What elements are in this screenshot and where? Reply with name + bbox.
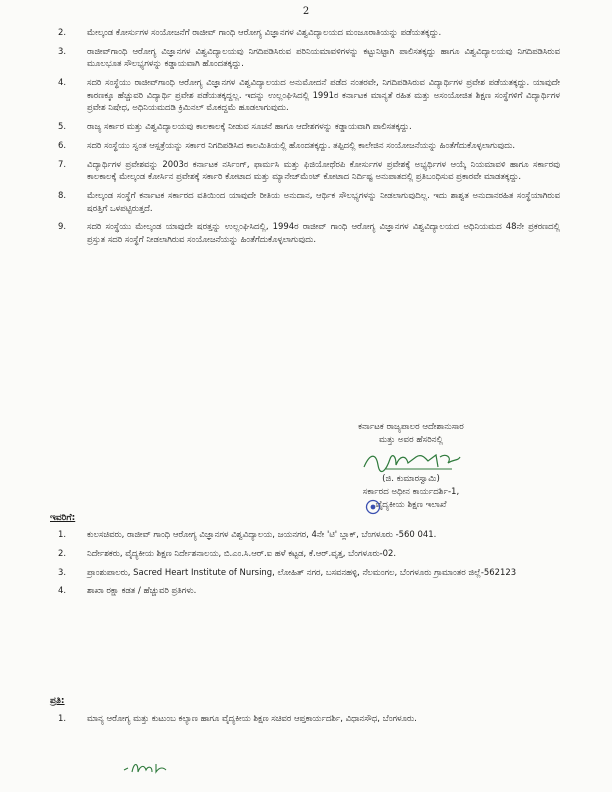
condition-item bbox=[58, 189, 560, 214]
item-number: 1. bbox=[58, 529, 67, 539]
condition-item bbox=[58, 45, 560, 70]
recipient-item bbox=[58, 528, 560, 541]
authority-line: ಕರ್ನಾಟಕ ರಾಜ್ಯಪಾಲರ ಆದೇಶಾನುಸಾರ bbox=[358, 422, 464, 432]
recipients-label: ಇವರಿಗೆ: bbox=[50, 513, 76, 523]
condition-item bbox=[58, 26, 560, 39]
recipient-item bbox=[58, 566, 560, 579]
item-number: 8. bbox=[58, 190, 67, 201]
condition-item bbox=[58, 76, 560, 114]
handwritten-signature bbox=[356, 449, 466, 473]
seal-icon bbox=[365, 499, 381, 515]
item-text: ಸದರಿ ಸಂಸ್ಥೆಯು ರಾಜೀವ್‌ಗಾಂಧಿ ಆರೋಗ್ಯ ವಿಜ್ಞಾನಗಳ ವಿಶ್ವವಿದ್ಯಾಲಯದ ಅನುಮೋದನೆ ಪಡೆದ ನಂತರವೇ, ನಿಗದಿಪಡಿಸಿರುವ ವಿದ್ಯಾರ್ಥಿಗಳ ಪ್ರವೇಶ ಪಡೆಯತಕ್ಕದ್ದು. ಯಾವುದೇ ಕಾರಣಕ್ಕೂ ಹೆಚ್ಚುವರಿ ವಿದ್ಯಾರ್ಥಿ ಪ್ರವೇಶ ಪಡೆಯತಕ್ಕದ್ದಲ್ಲ. ಇದನ್ನು ಉಲ್ಲಂಘಿಸಿದಲ್ಲಿ 1991ರ ಕರ್ನಾಟಕ ಮಾನ್ಯತೆ ರಹಿತ ಮತ್ತು ಅಸಂಯೋಜಿತ ಶಿಕ್ಷಣ ಸಂಸ್ಥೆಗಳಿಗೆ ವಿದ್ಯಾರ್ಥಿಗಳ ಪ್ರವೇಶ ನಿಷೇಧ, ಅಧಿನಿಯಮದಡಿ ಕ್ರಿಮಿನಲ್ ಮೊಕದ್ದಮೆ ಹೂಡಲಾಗುವುದು. bbox=[87, 77, 560, 113]
copy-item bbox=[58, 712, 560, 725]
condition-item bbox=[58, 139, 560, 152]
item-text: ಸದರಿ ಸಂಸ್ಥೆಯು ಸ್ವಂತ ಆಸ್ಪತ್ರೆಯನ್ನು ಸರ್ಕಾರ ನಿಗದಿಪಡಿಸಿದ ಕಾಲಮಿತಿಯಲ್ಲಿ ಹೊಂದತಕ್ಕದ್ದು. ತಪ್ಪಿದಲ್ಲಿ ಕಾಲೇಜಿನ ಸಂಯೋಜನೆಯನ್ನು ಹಿಂತೆಗೆದುಕೊಳ್ಳಲಾಗುವುದು. bbox=[87, 139, 516, 150]
item-text: ರಾಜೀವ್‌ಗಾಂಧಿ ಆರೋಗ್ಯ ವಿಜ್ಞಾನಗಳ ವಿಶ್ವವಿದ್ಯಾಲಯವು ನಿಗದಿಪಡಿಸಿರುವ ಪರಿನಿಯಮಾವಳಿಗಳನ್ನು ಕಟ್ಟುನಿಟ್ಟಾಗಿ ಪಾಲಿಸತಕ್ಕದ್ದು ಹಾಗೂ ವಿಶ್ವವಿದ್ಯಾಲಯವು ನಿಗದಿಪಡಿಸಿರುವ ಮೂಲಭೂತ ಸೌಲಭ್ಯಗಳನ್ನು ಕಡ್ಡಾಯವಾಗಿ ಹೊಂದತಕ್ಕದ್ದು. bbox=[87, 45, 560, 69]
item-number: 2. bbox=[58, 547, 67, 558]
recipient-item bbox=[58, 584, 560, 597]
item-number: 6. bbox=[58, 139, 67, 150]
item-number: 1. bbox=[58, 713, 67, 723]
signatory-designation: ಸರ್ಕಾರದ ಅಧೀನ ಕಾರ್ಯದರ್ಶಿ-1, bbox=[362, 487, 460, 497]
item-text: ವಿದ್ಯಾರ್ಥಿಗಳ ಪ್ರವೇಶವನ್ನು 2003ರ ಕರ್ನಾಟಕ ನರ್ಸಿಂಗ್, ಫಾರ್ಮಸಿ ಮತ್ತು ಫಿಜಿಯೋಥೆರಪಿ ಕೋರ್ಸುಗಳ ಪ್ರವೇಶಕ್ಕೆ ಅಭ್ಯರ್ಥಿಗಳ ಆಯ್ಕೆ ನಿಯಮಾವಳಿ ಹಾಗೂ ಸರ್ಕಾರವು ಕಾಲಕಾಲಕ್ಕೆ ಮೇಲ್ಕಂಡ ಕೋರ್ಸಿನ ಪ್ರವೇಶಕ್ಕೆ ಸರ್ಕಾರಿ ಕೋಟಾದ ಮತ್ತು ಮ್ಯಾನೇಜ್‌ಮೆಂಟ್ ಕೋಟಾದ ನಿರ್ದಿಷ್ಟ ಅನುಪಾತದಲ್ಲಿ ಪ್ರತಿಬಂಧಿಸುವ ಪ್ರಕಾರವೇ ಮಾಡತಕ್ಕದ್ದು. bbox=[87, 158, 560, 182]
item-number: 5. bbox=[58, 121, 67, 132]
item-text: ಮಾನ್ಯ ಆರೋಗ್ಯ ಮತ್ತು ಕುಟುಂಬ ಕಲ್ಯಾಣ ಹಾಗೂ ವೈದ್ಯಕೀಯ ಶಿಕ್ಷಣ ಸಚಿವರ ಆಪ್ತಕಾರ್ಯದರ್ಶಿ, ವಿಧಾನಸೌಧ, ಬೆಂಗಳೂರು. bbox=[87, 713, 417, 723]
conditions-list bbox=[58, 26, 560, 252]
item-number: 4. bbox=[58, 77, 67, 88]
condition-item bbox=[58, 158, 560, 183]
item-number: 9. bbox=[58, 221, 67, 232]
item-number: 2. bbox=[58, 27, 67, 37]
item-number: 3. bbox=[58, 45, 67, 56]
authority-line-2: ಮತ್ತು ಅವರ ಹೆಸರಿನಲ್ಲಿ bbox=[378, 435, 444, 445]
item-text: ಮೇಲ್ಕಂಡ ಸಂಸ್ಥೆಗೆ ಕರ್ನಾಟಕ ಸರ್ಕಾರದ ವತಿಯಿಂದ ಯಾವುದೇ ರೀತಿಯ ಅನುದಾನ, ಆರ್ಥಿಕ ಸೌಲಭ್ಯಗಳನ್ನು ನೀಡಲಾಗುವುದಿಲ್ಲ. ಇದು ಶಾಶ್ವತ ಅನುದಾನರಹಿತ ಸಂಸ್ಥೆಯಾಗಿರುವ ಷರತ್ತಿಗೆ ಒಳಪಟ್ಟಿರುತ್ತದೆ. bbox=[87, 190, 560, 213]
signatory-name: (ಜಿ. ಕುಮಾರಸ್ವಾಮಿ) bbox=[382, 474, 440, 484]
item-number: 4. bbox=[58, 585, 67, 596]
item-number: 3. bbox=[58, 566, 67, 577]
condition-item bbox=[58, 220, 560, 245]
item-text: ಪ್ರಾಂಶುಪಾಲರು, Sacred Heart Institute of Nursing, ಲೋಹಿತ್ ನಗರ, ಬಸವನಹಳ್ಳಿ, ನೆಲಮಂಗಲ, ಬೆಂಗಳೂರು ಗ್ರಾಮಾಂತರ ಜಿಲ್ಲೆ-562123 bbox=[87, 566, 517, 577]
item-text: ನಿರ್ದೇಶಕರು, ವೈದ್ಯಕೀಯ ಶಿಕ್ಷಣ ನಿರ್ದೇಶನಾಲಯ, ಬಿ.ಎಂ.ಸಿ.ಆರ್.ಐ ಹಳೆ ಕಟ್ಟಡ, ಕೆ.ಆರ್.ವೃತ್ತ, ಬೆಂಗಳೂರು-02. bbox=[87, 547, 397, 558]
recipient-item bbox=[58, 547, 560, 560]
item-text: ರಾಜ್ಯ ಸರ್ಕಾರ ಮತ್ತು ವಿಶ್ವವಿದ್ಯಾಲಯವು ಕಾಲಕಾಲಕ್ಕೆ ನೀಡುವ ಸೂಚನೆ ಹಾಗೂ ಆದೇಶಗಳನ್ನು ಕಡ್ಡಾಯವಾಗಿ ಪಾಲಿಸತಕ್ಕದ್ದು. bbox=[87, 121, 412, 132]
copy-label: ಪ್ರತಿ: bbox=[50, 696, 65, 706]
item-number: 7. bbox=[58, 158, 67, 169]
item-text: ಕುಲಸಚಿವರು, ರಾಜೀವ್ ಗಾಂಧಿ ಆರೋಗ್ಯ ವಿಜ್ಞಾನಗಳ ವಿಶ್ವವಿದ್ಯಾಲಯ, ಜಯನಗರ, 4ನೇ 'ಟಿ' ಬ್ಲಾಕ್, ಬೆಂಗಳೂರು -560 041. bbox=[87, 529, 437, 539]
item-text: ಸದರಿ ಸಂಸ್ಥೆಯು ಮೇಲ್ಕಂಡ ಯಾವುದೇ ಷರತ್ತನ್ನು ಉಲ್ಲಂಘಿಸಿದಲ್ಲಿ, 1994ರ ರಾಜೀವ್ ಗಾಂಧಿ ಆರೋಗ್ಯ ವಿಜ್ಞಾನಗಳ ವಿಶ್ವವಿದ್ಯಾಲಯದ ಅಧಿನಿಯಮದ 48ನೇ ಪ್ರಕರಣದಲ್ಲಿ ಪ್ರಸ್ತುತ ಸದರಿ ಸಂಸ್ಥೆಗೆ ನೀಡಲಾಗಿರುವ ಸಂಯೋಜನೆಯನ್ನು ಹಿಂತೆಗೆದುಕೊಳ್ಳಲಾಗುವುದು. bbox=[87, 221, 560, 245]
condition-item bbox=[58, 120, 560, 133]
item-text: ಮೇಲ್ಕಂಡ ಕೋರ್ಸುಗಳ ಸಂಯೋಜನೆಗೆ ರಾಜೀವ್ ಗಾಂಧಿ ಆರೋಗ್ಯ ವಿಜ್ಞಾನಗಳ ವಿಶ್ವವಿದ್ಯಾಲಯದ ಮಂಜೂರಾತಿಯನ್ನು ಪಡೆಯತಕ್ಕದ್ದು. bbox=[87, 27, 442, 37]
copies-list bbox=[58, 712, 560, 725]
recipients-list bbox=[58, 528, 560, 603]
item-text: ಶಾಖಾ ರಕ್ಷಾ ಕಡತ / ಹೆಚ್ಚುವರಿ ಪ್ರತಿಗಳು. bbox=[87, 585, 197, 596]
page-number: 2 bbox=[302, 6, 310, 17]
signature-block bbox=[326, 421, 496, 512]
signatory-department: ವೈದ್ಯಕೀಯ ಶಿಕ್ಷಣ ಇಲಾಖೆ bbox=[375, 500, 447, 510]
initials-mark bbox=[122, 760, 170, 776]
